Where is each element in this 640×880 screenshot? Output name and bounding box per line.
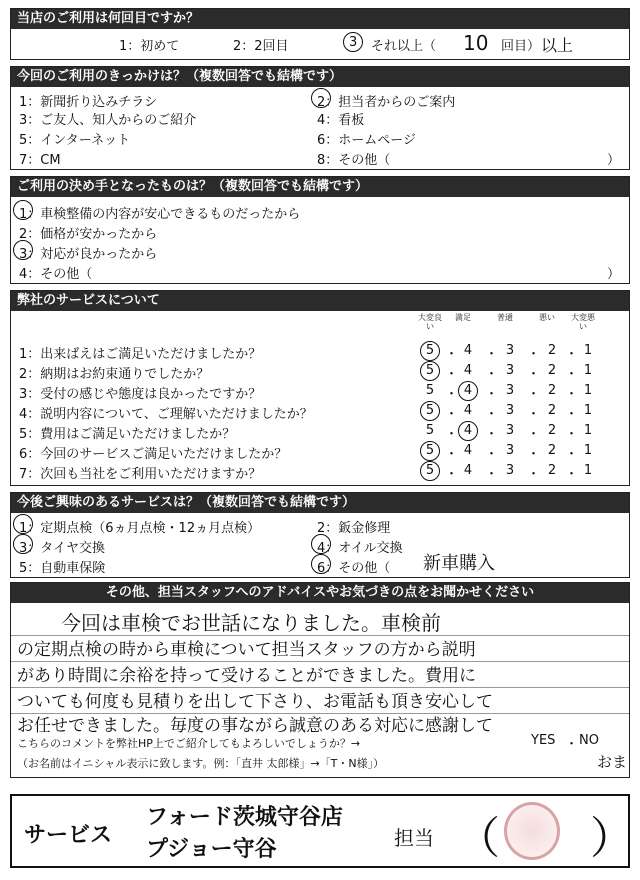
q3-option-1[interactable]: 1：車検整備の内容が安心できるものだったから [19, 207, 301, 222]
q4-separator-dot: ・ [527, 427, 541, 442]
q4-separator-dot: ・ [485, 347, 499, 362]
q5-circle-3 [13, 534, 33, 554]
q4-rating-3-1[interactable]: 1 [583, 383, 593, 398]
comments-section [10, 582, 630, 778]
q4-separator-dot: ・ [527, 407, 541, 422]
q4-rating-1-5[interactable]: 5 [425, 343, 435, 358]
q4-rating-5-3[interactable]: 3 [505, 423, 515, 438]
comment-line-1[interactable]: 今回は車検でお世話になりました。車検前 [61, 611, 441, 635]
q4-rating-3-4[interactable]: 4 [463, 383, 473, 398]
q5-option-1[interactable]: 1：定期点検（6ヵ月点検・12ヵ月点検） [19, 521, 261, 536]
q4-separator-dot: ・ [485, 407, 499, 422]
q4-rating-4-3[interactable]: 3 [505, 403, 515, 418]
q4-rating-3-2[interactable]: 2 [547, 383, 557, 398]
q4-separator-dot: ・ [445, 407, 459, 422]
q4-rating-3-3[interactable]: 3 [505, 383, 515, 398]
q4-question-4: 4：説明内容について、ご理解いただけましたか？ [19, 407, 313, 422]
q2-option-2[interactable]: 2：担当者からのご案内 [317, 95, 456, 110]
name-note-extra: おま [597, 753, 628, 771]
q4-separator-dot: ・ [445, 467, 459, 482]
q4-separator-dot: ・ [445, 427, 459, 442]
q4-rating-4-5[interactable]: 5 [425, 403, 435, 418]
q4-rating-4-2[interactable]: 2 [547, 403, 557, 418]
scale-label-4: 満足 [455, 313, 471, 322]
q4-answer-circle-4 [420, 401, 440, 421]
q4-rating-5-1[interactable]: 1 [583, 423, 593, 438]
q1-option-1[interactable]: 1：初めて [119, 39, 180, 54]
q1-section [10, 8, 630, 60]
consent-sep: ・ [565, 737, 579, 752]
q4-question-7: 7：次回も当社をご利用いただけますか？ [19, 467, 262, 482]
q4-separator-dot: ・ [527, 447, 541, 462]
q5-circle-4 [311, 534, 331, 554]
q4-answer-circle-7 [420, 461, 440, 481]
q4-section [10, 290, 630, 486]
q4-separator-dot: ・ [445, 347, 459, 362]
q3-option-2[interactable]: 2：価格が安かったから [19, 227, 158, 242]
scale-label-5: 大変良い [418, 313, 442, 331]
q4-header: 弊社のサービスについて [11, 291, 629, 311]
q4-rating-5-5[interactable]: 5 [425, 423, 435, 438]
q4-rating-6-3[interactable]: 3 [505, 443, 515, 458]
q4-separator-dot: ・ [485, 427, 499, 442]
q4-separator-dot: ・ [565, 447, 579, 462]
q4-rating-7-3[interactable]: 3 [505, 463, 515, 478]
q4-rating-5-2[interactable]: 2 [547, 423, 557, 438]
q4-separator-dot: ・ [565, 407, 579, 422]
q2-option-7[interactable]: 7：CM [19, 153, 61, 168]
q5-section [10, 492, 630, 578]
q2-option-1[interactable]: 1：新聞折り込みチラシ [19, 95, 158, 110]
shop-line-2: プジョー守谷 [146, 837, 277, 862]
q1-header: 当店のご利用は何回目ですか？ [11, 9, 629, 29]
q3-section [10, 176, 630, 284]
q4-rating-6-2[interactable]: 2 [547, 443, 557, 458]
q4-question-3: 3：受付の感じや態度は良かったですか？ [19, 387, 262, 402]
q1-selected-circle [343, 32, 363, 52]
consent-question: こちらのコメントを弊社HP上でご紹介してもよろしいでしょうか？→ [17, 737, 361, 750]
q3-circle-3 [13, 240, 33, 260]
q3-option-3[interactable]: 3：対応が良かったから [19, 247, 158, 262]
q2-option-5[interactable]: 5：インターネット [19, 133, 131, 148]
q4-rating-7-1[interactable]: 1 [583, 463, 593, 478]
q5-header: 今後ご興味のあるサービスは？（複数回答でも結構です） [11, 493, 629, 513]
q4-separator-dot: ・ [485, 387, 499, 402]
q4-rating-7-2[interactable]: 2 [547, 463, 557, 478]
q4-rating-2-1[interactable]: 1 [583, 363, 593, 378]
name-note: （お名前はイニシャル表示に致します。例：「直井 太郎様」→「T・N様」） [17, 757, 385, 770]
q3-header: ご利用の決め手となったものは？（複数回答でも結構です） [11, 177, 629, 197]
q4-rating-4-4[interactable]: 4 [463, 403, 473, 418]
q2-option-8[interactable]: 8：その他（ [317, 153, 391, 168]
q5-option-3[interactable]: 3：タイヤ交換 [19, 541, 106, 556]
q4-separator-dot: ・ [565, 427, 579, 442]
q4-rating-2-2[interactable]: 2 [547, 363, 557, 378]
q2-section [10, 66, 630, 170]
q4-question-2: 2：納期はお約束通りでしたか？ [19, 367, 210, 382]
q4-separator-dot: ・ [485, 367, 499, 382]
q4-rating-5-4[interactable]: 4 [463, 423, 473, 438]
q4-separator-dot: ・ [485, 447, 499, 462]
q4-rating-2-4[interactable]: 4 [463, 363, 473, 378]
q5-handwritten-other[interactable]: 新車購入 [423, 553, 495, 574]
q5-option-6[interactable]: 6：その他（ [317, 561, 391, 576]
comment-line-3[interactable]: があり時間に余裕を持って受けることができました。費用に [17, 666, 476, 686]
q4-separator-dot: ・ [445, 367, 459, 382]
q3-option-4[interactable]: 4：その他（ [19, 267, 93, 282]
q5-option-2[interactable]: 2：鈑金修理 [317, 521, 391, 536]
q2-option-3[interactable]: 3：ご友人、知人からのご紹介 [19, 113, 197, 128]
open-paren: （ [456, 813, 500, 864]
q4-rating-1-1[interactable]: 1 [583, 343, 593, 358]
q4-rating-6-4[interactable]: 4 [463, 443, 473, 458]
q1-handwritten-extra: 以上 [541, 36, 574, 55]
scale-label-3: 普通 [497, 313, 513, 322]
q4-question-5: 5：費用はご満足いただけましたか？ [19, 427, 236, 442]
q4-separator-dot: ・ [565, 367, 579, 382]
q4-rating-1-4[interactable]: 4 [463, 343, 473, 358]
q4-rating-1-3[interactable]: 3 [505, 343, 515, 358]
q1-option-3-suffix: 回目） [501, 39, 541, 54]
q2-option-8-close: ） [607, 153, 621, 168]
q4-separator-dot: ・ [527, 467, 541, 482]
q1-option-3-label: それ以上（ [371, 39, 437, 54]
q5-option-4[interactable]: 4：オイル交換 [317, 541, 403, 556]
q4-separator-dot: ・ [527, 347, 541, 362]
q2-header: 今回のご利用のきっかけは？（複数回答でも結構です） [11, 67, 629, 87]
q3-option-4-close: ） [607, 267, 621, 282]
q4-rating-7-5[interactable]: 5 [425, 463, 435, 478]
q4-separator-dot: ・ [527, 367, 541, 382]
q5-circle-6 [311, 554, 331, 574]
q4-separator-dot: ・ [565, 387, 579, 402]
q4-answer-circle-5 [458, 421, 478, 441]
q4-rating-1-2[interactable]: 2 [547, 343, 557, 358]
q4-rating-6-1[interactable]: 1 [583, 443, 593, 458]
q4-answer-circle-3 [458, 381, 478, 401]
q4-question-1: 1：出来ばえはご満足いただけましたか？ [19, 347, 262, 362]
comment-line-4[interactable]: ついても何度も見積りを出して下さり、お電話も頂き安心して [17, 692, 493, 712]
q2-circle-2 [311, 88, 331, 108]
q4-rating-4-1[interactable]: 1 [583, 403, 593, 418]
q4-separator-dot: ・ [485, 467, 499, 482]
q4-separator-dot: ・ [445, 447, 459, 462]
q4-rating-7-4[interactable]: 4 [463, 463, 473, 478]
q1-option-2[interactable]: 2：2回目 [233, 39, 289, 54]
footer-box [10, 794, 634, 868]
q4-answer-circle-2 [420, 361, 440, 381]
q3-circle-1 [13, 200, 33, 220]
q4-rating-2-5[interactable]: 5 [425, 363, 435, 378]
close-paren: ） [590, 813, 634, 864]
q5-option-5[interactable]: 5：自動車保険 [19, 561, 106, 576]
staff-label: 担当 [394, 826, 434, 850]
q1-handwritten-count[interactable]: 10 [463, 31, 489, 55]
q4-rating-2-3[interactable]: 3 [505, 363, 515, 378]
q4-question-6: 6：今回のサービスご満足いただけましたか？ [19, 447, 288, 462]
q4-rating-3-5[interactable]: 5 [425, 383, 435, 398]
comment-line-2[interactable]: の定期点検の時から車検について担当スタッフの方から説明 [17, 640, 476, 660]
consent-yes[interactable]: YES [531, 733, 556, 748]
staff-stamp [504, 802, 560, 860]
q2-option-4[interactable]: 4：看板 [317, 113, 365, 128]
comments-header: その他、担当スタッフへのアドバイスやお気づきの点をお聞かせください [11, 583, 629, 603]
shop-line-1: フォード茨城守谷店 [146, 805, 343, 830]
q4-answer-circle-1 [420, 341, 440, 361]
q4-separator-dot: ・ [565, 347, 579, 362]
q2-option-6[interactable]: 6：ホームページ [317, 133, 417, 148]
scale-label-2: 悪い [539, 313, 555, 322]
comment-line-5[interactable]: お任せできました。毎度の事ながら誠意のある対応に感謝して [17, 716, 493, 736]
q4-rating-6-5[interactable]: 5 [425, 443, 435, 458]
q4-answer-circle-6 [420, 441, 440, 461]
service-label: サービス [24, 823, 113, 848]
q4-separator-dot: ・ [527, 387, 541, 402]
q1-option-3-number[interactable]: 3 [349, 35, 358, 50]
q5-circle-1 [13, 514, 33, 534]
q4-separator-dot: ・ [565, 467, 579, 482]
q4-separator-dot: ・ [445, 387, 459, 402]
scale-label-1: 大変悪い [571, 313, 595, 331]
consent-no[interactable]: NO [579, 733, 599, 748]
